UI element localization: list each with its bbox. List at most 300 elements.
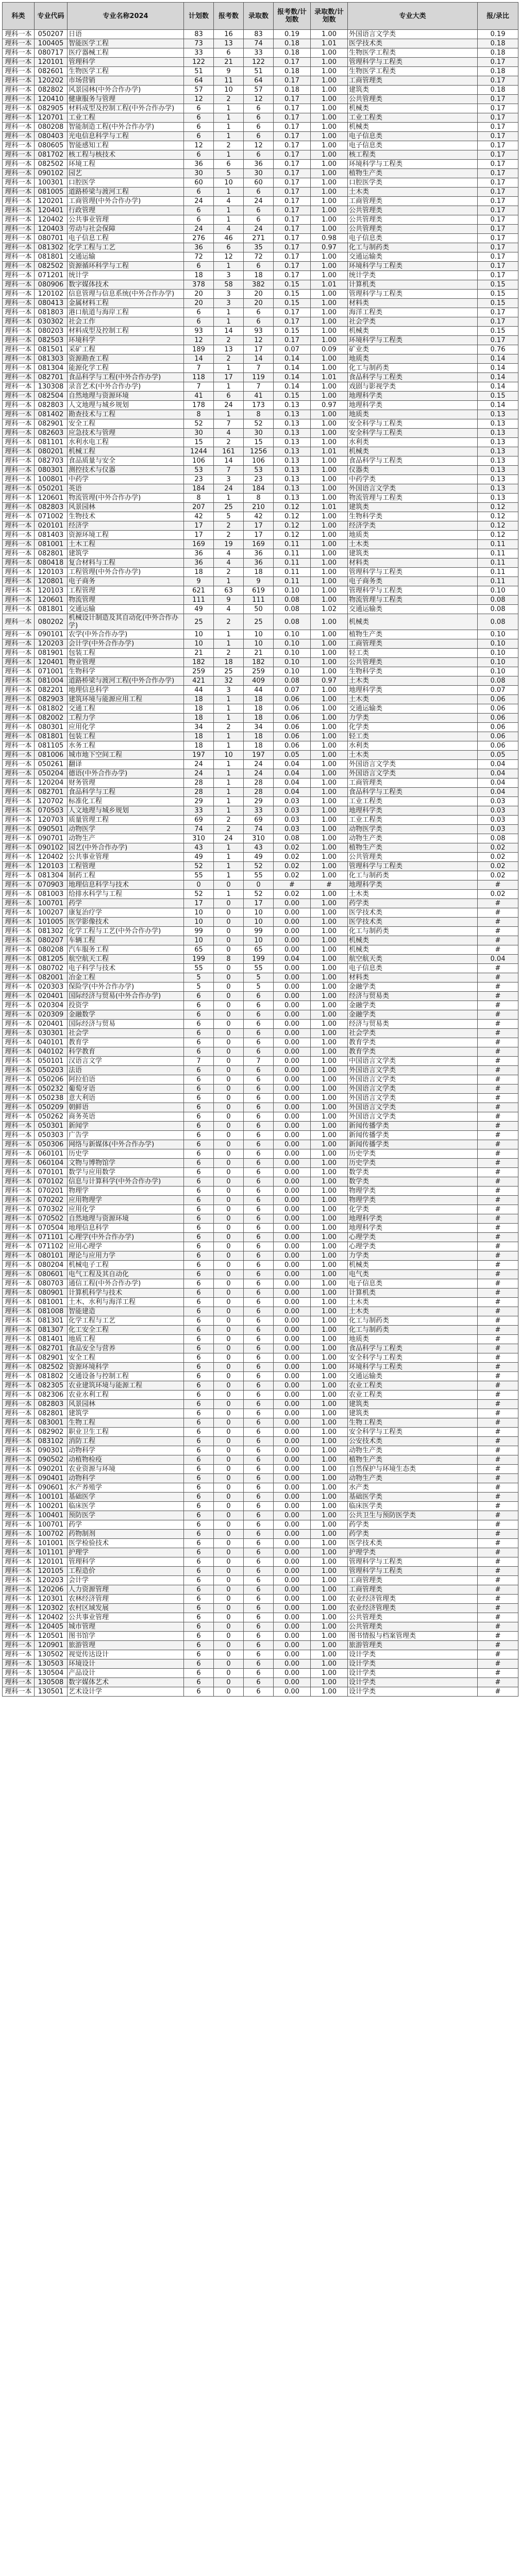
cell-app-adm-ratio: # bbox=[478, 1001, 518, 1010]
cell-category: 理科一本 bbox=[3, 512, 35, 521]
cell-discipline: 地理科学类 bbox=[348, 880, 478, 890]
cell-admitted: 6 bbox=[244, 1530, 274, 1539]
cell-discipline: 食品科学与工程类 bbox=[348, 1344, 478, 1353]
cell-admitted-ratio: 1.00 bbox=[311, 1493, 348, 1502]
cell-code: 050306 bbox=[35, 1140, 68, 1149]
cell-applied: 1 bbox=[214, 760, 244, 769]
table-row bbox=[3, 1465, 518, 1474]
cell-major: 园艺(中外合作办学) bbox=[68, 843, 184, 853]
cell-applied-ratio: 0.06 bbox=[274, 695, 311, 704]
cell-major: 汽车服务工程 bbox=[68, 945, 184, 955]
cell-admitted-ratio: 1.00 bbox=[311, 1140, 348, 1149]
cell-code: 050101 bbox=[35, 1057, 68, 1066]
cell-major: 视觉传达设计 bbox=[68, 1650, 184, 1659]
table-row bbox=[3, 816, 518, 825]
cell-category: 理科一本 bbox=[3, 1196, 35, 1205]
cell-admitted-ratio: 1.00 bbox=[311, 614, 348, 630]
cell-admitted-ratio: 1.00 bbox=[311, 1122, 348, 1131]
cell-admitted: 6 bbox=[244, 1084, 274, 1094]
cell-plan: 42 bbox=[184, 512, 214, 521]
cell-code: 050209 bbox=[35, 1103, 68, 1112]
cell-discipline: 动物生产类 bbox=[348, 1446, 478, 1455]
admissions-table bbox=[2, 2, 518, 1697]
cell-major: 农学(中外合作办学) bbox=[68, 630, 184, 639]
cell-applied-ratio: 0.17 bbox=[274, 243, 311, 252]
cell-major: 资源循环科学与工程 bbox=[68, 262, 184, 271]
cell-admitted: 50 bbox=[244, 605, 274, 614]
table-row bbox=[3, 1149, 518, 1159]
cell-plan: 33 bbox=[184, 806, 214, 816]
cell-admitted: 197 bbox=[244, 751, 274, 760]
cell-app-adm-ratio: 0.11 bbox=[478, 558, 518, 568]
cell-applied-ratio: 0.00 bbox=[274, 1418, 311, 1428]
cell-category: 理科一本 bbox=[3, 797, 35, 806]
cell-admitted: 6 bbox=[244, 1122, 274, 1131]
cell-category: 理科一本 bbox=[3, 1010, 35, 1020]
cell-applied: 0 bbox=[214, 945, 244, 955]
cell-admitted: 5 bbox=[244, 982, 274, 992]
cell-admitted: 6 bbox=[244, 1687, 274, 1697]
cell-applied-ratio: 0.07 bbox=[274, 686, 311, 695]
cell-applied: 0 bbox=[214, 1557, 244, 1567]
cell-code: 081003 bbox=[35, 890, 68, 899]
cell-admitted: 18 bbox=[244, 714, 274, 723]
cell-admitted-ratio: 1.00 bbox=[311, 1409, 348, 1418]
cell-applied: 11 bbox=[214, 76, 244, 86]
cell-admitted-ratio: 1.00 bbox=[311, 48, 348, 58]
cell-major: 行政管理 bbox=[68, 206, 184, 215]
cell-discipline: 新闻传播学类 bbox=[348, 1131, 478, 1140]
cell-admitted: 6 bbox=[244, 123, 274, 132]
cell-category: 理科一本 bbox=[3, 39, 35, 48]
cell-admitted: 6 bbox=[244, 1103, 274, 1112]
cell-category: 理科一本 bbox=[3, 494, 35, 503]
table-row bbox=[3, 178, 518, 188]
col-header-code[interactable]: 专业代码 bbox=[35, 3, 68, 30]
cell-category: 理科一本 bbox=[3, 317, 35, 327]
cell-admitted: 6 bbox=[244, 1567, 274, 1576]
cell-applied: 1 bbox=[214, 806, 244, 816]
cell-admitted-ratio: 1.00 bbox=[311, 188, 348, 197]
cell-admitted-ratio: 1.00 bbox=[311, 649, 348, 658]
table-row bbox=[3, 1131, 518, 1140]
cell-admitted-ratio: 1.00 bbox=[311, 1020, 348, 1029]
cell-code: 082603 bbox=[35, 429, 68, 438]
cell-admitted: 9 bbox=[244, 577, 274, 586]
cell-applied-ratio: 0.15 bbox=[274, 392, 311, 401]
cell-major: 采矿工程 bbox=[68, 345, 184, 354]
table-row bbox=[3, 1205, 518, 1214]
cell-discipline: 外国语言文学类 bbox=[348, 1103, 478, 1112]
cell-applied-ratio: 0.00 bbox=[274, 1187, 311, 1196]
cell-major: 电子科学与技术 bbox=[68, 964, 184, 973]
cell-admitted-ratio: 1.00 bbox=[311, 1585, 348, 1595]
cell-app-adm-ratio: # bbox=[478, 992, 518, 1001]
cell-major: 食品质量与安全 bbox=[68, 456, 184, 466]
cell-admitted-ratio: 1.00 bbox=[311, 317, 348, 327]
cell-discipline: 工业工程类 bbox=[348, 816, 478, 825]
cell-category: 理科一本 bbox=[3, 252, 35, 262]
table-row bbox=[3, 1326, 518, 1335]
cell-app-adm-ratio: # bbox=[478, 1687, 518, 1697]
cell-app-adm-ratio: 0.13 bbox=[478, 410, 518, 419]
cell-plan: 6 bbox=[184, 992, 214, 1001]
col-header-category[interactable]: 科类 bbox=[3, 3, 35, 30]
cell-major: 生物工程 bbox=[68, 1418, 184, 1428]
cell-category: 理科一本 bbox=[3, 1112, 35, 1122]
cell-major: 临床医学 bbox=[68, 1502, 184, 1511]
cell-app-adm-ratio: # bbox=[478, 1038, 518, 1047]
cell-plan: 8 bbox=[184, 410, 214, 419]
cell-applied: 2 bbox=[214, 825, 244, 834]
table-row bbox=[3, 1289, 518, 1298]
cell-admitted-ratio: 1.00 bbox=[311, 1400, 348, 1409]
cell-admitted-ratio: 1.00 bbox=[311, 1539, 348, 1548]
cell-applied-ratio: 0.17 bbox=[274, 76, 311, 86]
cell-applied-ratio: 0.14 bbox=[274, 382, 311, 392]
cell-category: 理科一本 bbox=[3, 568, 35, 577]
cell-category: 理科一本 bbox=[3, 927, 35, 936]
table-row bbox=[3, 704, 518, 714]
cell-app-adm-ratio: 0.02 bbox=[478, 862, 518, 871]
col-header-admitted-ratio[interactable]: 录取数/计划数 bbox=[311, 3, 348, 30]
cell-admitted-ratio: 1.00 bbox=[311, 1177, 348, 1187]
cell-discipline: 外国语言文学类 bbox=[348, 1112, 478, 1122]
cell-major: 口腔医学 bbox=[68, 178, 184, 188]
cell-applied: 0 bbox=[214, 1233, 244, 1242]
cell-admitted: 53 bbox=[244, 466, 274, 475]
cell-app-adm-ratio: 0.10 bbox=[478, 586, 518, 596]
cell-app-adm-ratio: # bbox=[478, 1279, 518, 1289]
table-row bbox=[3, 1233, 518, 1242]
cell-plan: 6 bbox=[184, 1372, 214, 1381]
cell-code: 082305 bbox=[35, 1381, 68, 1391]
cell-category: 理科一本 bbox=[3, 1214, 35, 1224]
col-header-admitted[interactable]: 录取数 bbox=[244, 3, 274, 30]
cell-discipline: 动物医学类 bbox=[348, 825, 478, 834]
cell-admitted-ratio: 1.00 bbox=[311, 596, 348, 605]
cell-app-adm-ratio: # bbox=[478, 1641, 518, 1650]
cell-app-adm-ratio: # bbox=[478, 1057, 518, 1066]
col-header-applied[interactable]: 报考数 bbox=[214, 3, 244, 30]
table-row bbox=[3, 1595, 518, 1604]
cell-discipline: 土木类 bbox=[348, 890, 478, 899]
cell-discipline: 土木类 bbox=[348, 695, 478, 704]
cell-app-adm-ratio: # bbox=[478, 1511, 518, 1520]
cell-admitted-ratio: 1.00 bbox=[311, 1279, 348, 1289]
table-row bbox=[3, 862, 518, 871]
cell-admitted: 24 bbox=[244, 225, 274, 234]
cell-admitted: 6 bbox=[244, 1177, 274, 1187]
cell-code: 120204 bbox=[35, 778, 68, 788]
cell-code: 081304 bbox=[35, 871, 68, 880]
cell-applied-ratio: 0.13 bbox=[274, 438, 311, 447]
cell-category: 理科一本 bbox=[3, 639, 35, 649]
cell-app-adm-ratio: # bbox=[478, 899, 518, 908]
cell-discipline: 历史学类 bbox=[348, 1149, 478, 1159]
cell-discipline: 核工程类 bbox=[348, 150, 478, 160]
cell-code: 082901 bbox=[35, 1353, 68, 1363]
table-row bbox=[3, 271, 518, 280]
cell-applied-ratio: 0.18 bbox=[274, 86, 311, 95]
cell-app-adm-ratio: # bbox=[478, 1659, 518, 1669]
cell-code: 080301 bbox=[35, 723, 68, 732]
cell-major: 网络与新媒体(中外合作办学) bbox=[68, 1140, 184, 1149]
cell-discipline: 教育学类 bbox=[348, 1047, 478, 1057]
cell-category: 理科一本 bbox=[3, 992, 35, 1001]
cell-applied: 0 bbox=[214, 1214, 244, 1224]
cell-category: 理科一本 bbox=[3, 354, 35, 364]
cell-applied: 2 bbox=[214, 521, 244, 531]
table-row bbox=[3, 1270, 518, 1279]
cell-code: 080208 bbox=[35, 123, 68, 132]
cell-applied: 0 bbox=[214, 1251, 244, 1261]
cell-discipline: 土木类 bbox=[348, 1298, 478, 1307]
table-row bbox=[3, 806, 518, 816]
cell-code: 101001 bbox=[35, 1539, 68, 1548]
cell-admitted-ratio: 1.00 bbox=[311, 955, 348, 964]
cell-admitted: 12 bbox=[244, 336, 274, 345]
cell-plan: 6 bbox=[184, 262, 214, 271]
table-row bbox=[3, 1474, 518, 1483]
cell-category: 理科一本 bbox=[3, 1020, 35, 1029]
cell-category: 理科一本 bbox=[3, 521, 35, 531]
cell-admitted: 6 bbox=[244, 132, 274, 141]
cell-applied-ratio: 0.00 bbox=[274, 1122, 311, 1131]
cell-applied: 4 bbox=[214, 197, 244, 206]
cell-app-adm-ratio: # bbox=[478, 1298, 518, 1307]
cell-category: 理科一本 bbox=[3, 540, 35, 549]
cell-plan: 6 bbox=[184, 1103, 214, 1112]
cell-applied: 4 bbox=[214, 558, 244, 568]
cell-app-adm-ratio: 0.17 bbox=[478, 160, 518, 169]
cell-applied: 0 bbox=[214, 1409, 244, 1418]
cell-admitted: 0 bbox=[244, 880, 274, 890]
cell-code: 060101 bbox=[35, 1149, 68, 1159]
cell-app-adm-ratio: 0.17 bbox=[478, 95, 518, 104]
cell-code: 083001 bbox=[35, 1418, 68, 1428]
cell-admitted-ratio: 1.00 bbox=[311, 797, 348, 806]
table-row bbox=[3, 741, 518, 751]
cell-applied-ratio: 0.00 bbox=[274, 1391, 311, 1400]
cell-discipline: 建筑类 bbox=[348, 503, 478, 512]
cell-category: 理科一本 bbox=[3, 723, 35, 732]
cell-code: 120501 bbox=[35, 1632, 68, 1641]
cell-applied: 0 bbox=[214, 992, 244, 1001]
cell-admitted-ratio: 1.00 bbox=[311, 1084, 348, 1094]
cell-applied-ratio: 0.11 bbox=[274, 568, 311, 577]
cell-discipline: 医学技术类 bbox=[348, 908, 478, 918]
cell-code: 080201 bbox=[35, 447, 68, 456]
cell-app-adm-ratio: # bbox=[478, 1335, 518, 1344]
cell-applied: 3 bbox=[214, 686, 244, 695]
cell-category: 理科一本 bbox=[3, 280, 35, 290]
cell-applied: 7 bbox=[214, 419, 244, 429]
cell-discipline: 材料类 bbox=[348, 973, 478, 982]
table-row bbox=[3, 123, 518, 132]
cell-major: 电子商务 bbox=[68, 577, 184, 586]
cell-applied-ratio: 0.00 bbox=[274, 1613, 311, 1622]
cell-app-adm-ratio: 0.19 bbox=[478, 30, 518, 39]
cell-admitted-ratio: 1.00 bbox=[311, 1418, 348, 1428]
cell-major: 给排水科学与工程 bbox=[68, 890, 184, 899]
table-row bbox=[3, 1020, 518, 1029]
table-row bbox=[3, 1409, 518, 1418]
cell-plan: 34 bbox=[184, 723, 214, 732]
table-row bbox=[3, 392, 518, 401]
cell-code: 120403 bbox=[35, 225, 68, 234]
cell-applied: 1 bbox=[214, 308, 244, 317]
cell-applied: 1 bbox=[214, 862, 244, 871]
cell-plan: 8 bbox=[184, 494, 214, 503]
cell-discipline: 地质类 bbox=[348, 410, 478, 419]
cell-applied: 0 bbox=[214, 1149, 244, 1159]
cell-applied-ratio: 0.00 bbox=[274, 1604, 311, 1613]
cell-category: 理科一本 bbox=[3, 1428, 35, 1437]
cell-category: 理科一本 bbox=[3, 1474, 35, 1483]
cell-category: 理科一本 bbox=[3, 658, 35, 667]
cell-admitted: 1256 bbox=[244, 447, 274, 456]
cell-admitted-ratio: 1.00 bbox=[311, 1567, 348, 1576]
cell-applied-ratio: 0.00 bbox=[274, 1446, 311, 1455]
cell-major: 人力资源管理 bbox=[68, 1585, 184, 1595]
cell-applied-ratio: 0.17 bbox=[274, 308, 311, 317]
cell-app-adm-ratio: 0.10 bbox=[478, 667, 518, 676]
cell-plan: 6 bbox=[184, 1335, 214, 1344]
cell-major: 英语 bbox=[68, 484, 184, 494]
cell-applied-ratio: 0.08 bbox=[274, 614, 311, 630]
cell-applied: 0 bbox=[214, 1567, 244, 1576]
cell-category: 理科一本 bbox=[3, 760, 35, 769]
col-header-major[interactable]: 专业名称2024 bbox=[68, 3, 184, 30]
table-row bbox=[3, 1094, 518, 1103]
cell-plan: 51 bbox=[184, 67, 214, 76]
cell-applied-ratio: 0.00 bbox=[274, 1428, 311, 1437]
cell-applied-ratio: 0.00 bbox=[274, 1326, 311, 1335]
cell-category: 理科一本 bbox=[3, 447, 35, 456]
cell-admitted: 6 bbox=[244, 1344, 274, 1353]
cell-admitted-ratio: 1.00 bbox=[311, 1233, 348, 1242]
cell-plan: 24 bbox=[184, 197, 214, 206]
cell-major: 应用物理学 bbox=[68, 1196, 184, 1205]
col-header-app-adm-ratio[interactable]: 报/录比 bbox=[478, 3, 518, 30]
cell-app-adm-ratio: # bbox=[478, 1196, 518, 1205]
table-row bbox=[3, 1168, 518, 1177]
cell-plan: 6 bbox=[184, 1613, 214, 1622]
cell-app-adm-ratio: # bbox=[478, 964, 518, 973]
table-row bbox=[3, 714, 518, 723]
cell-admitted: 36 bbox=[244, 160, 274, 169]
table-row bbox=[3, 503, 518, 512]
cell-applied: 0 bbox=[214, 1353, 244, 1363]
cell-app-adm-ratio: # bbox=[478, 1261, 518, 1270]
cell-applied-ratio: 0.11 bbox=[274, 540, 311, 549]
cell-plan: 178 bbox=[184, 401, 214, 410]
cell-admitted-ratio: 1.00 bbox=[311, 1428, 348, 1437]
cell-admitted: 6 bbox=[244, 1261, 274, 1270]
cell-code: 081302 bbox=[35, 243, 68, 252]
cell-app-adm-ratio: 0.12 bbox=[478, 531, 518, 540]
cell-category: 理科一本 bbox=[3, 982, 35, 992]
cell-plan: 10 bbox=[184, 918, 214, 927]
cell-discipline: 旅游管理类 bbox=[348, 1641, 478, 1650]
cell-applied-ratio: 0.18 bbox=[274, 67, 311, 76]
cell-plan: 55 bbox=[184, 871, 214, 880]
cell-app-adm-ratio: 0.17 bbox=[478, 271, 518, 280]
cell-applied-ratio: 0.11 bbox=[274, 577, 311, 586]
cell-applied-ratio: 0.14 bbox=[274, 354, 311, 364]
cell-applied-ratio: 0.04 bbox=[274, 760, 311, 769]
col-header-applied-ratio[interactable]: 报考数/计划数 bbox=[274, 3, 311, 30]
cell-plan: 6 bbox=[184, 215, 214, 225]
cell-major: 葡萄牙语 bbox=[68, 1084, 184, 1094]
cell-applied-ratio: 0.13 bbox=[274, 484, 311, 494]
cell-admitted: 6 bbox=[244, 1233, 274, 1242]
cell-code: 082306 bbox=[35, 1391, 68, 1400]
cell-plan: 6 bbox=[184, 1279, 214, 1289]
cell-app-adm-ratio: # bbox=[478, 1140, 518, 1149]
cell-admitted: 24 bbox=[244, 197, 274, 206]
cell-major: 复合材料与工程 bbox=[68, 558, 184, 568]
cell-admitted: 6 bbox=[244, 1548, 274, 1557]
cell-code: 020304 bbox=[35, 1001, 68, 1010]
col-header-plan[interactable]: 计划数 bbox=[184, 3, 214, 30]
cell-admitted: 29 bbox=[244, 797, 274, 806]
table-row bbox=[3, 1446, 518, 1455]
cell-discipline: 建筑类 bbox=[348, 86, 478, 95]
cell-category: 理科一本 bbox=[3, 816, 35, 825]
cell-category: 理科一本 bbox=[3, 466, 35, 475]
cell-admitted: 7 bbox=[244, 382, 274, 392]
cell-applied-ratio: 0.00 bbox=[274, 1159, 311, 1168]
cell-applied-ratio: 0.00 bbox=[274, 1650, 311, 1659]
col-header-discipline[interactable]: 专业大类 bbox=[348, 3, 478, 30]
cell-major: 日语 bbox=[68, 30, 184, 39]
table-row bbox=[3, 1298, 518, 1307]
cell-applied: 0 bbox=[214, 1400, 244, 1409]
cell-app-adm-ratio: # bbox=[478, 908, 518, 918]
cell-category: 理科一本 bbox=[3, 262, 35, 271]
cell-discipline: 药学类 bbox=[348, 899, 478, 908]
cell-applied: 1 bbox=[214, 797, 244, 806]
cell-applied: 58 bbox=[214, 280, 244, 290]
cell-admitted-ratio: 1.00 bbox=[311, 1270, 348, 1279]
cell-applied: 0 bbox=[214, 1613, 244, 1622]
cell-app-adm-ratio: 0.17 bbox=[478, 150, 518, 160]
table-row bbox=[3, 825, 518, 834]
cell-category: 理科一本 bbox=[3, 1140, 35, 1149]
cell-code: 120702 bbox=[35, 797, 68, 806]
cell-admitted-ratio: 1.00 bbox=[311, 494, 348, 503]
cell-applied: 46 bbox=[214, 234, 244, 243]
cell-admitted-ratio: 1.00 bbox=[311, 1075, 348, 1084]
cell-code: 120202 bbox=[35, 76, 68, 86]
cell-category: 理科一本 bbox=[3, 1622, 35, 1632]
cell-admitted: 6 bbox=[244, 1585, 274, 1595]
cell-admitted: 6 bbox=[244, 1363, 274, 1372]
cell-admitted: 6 bbox=[244, 1604, 274, 1613]
cell-category: 理科一本 bbox=[3, 1307, 35, 1316]
cell-admitted-ratio: 1.00 bbox=[311, 558, 348, 568]
cell-code: 081802 bbox=[35, 1372, 68, 1381]
cell-applied: 0 bbox=[214, 1502, 244, 1511]
cell-major: 智能医学工程 bbox=[68, 39, 184, 48]
cell-admitted-ratio: 1.00 bbox=[311, 1010, 348, 1020]
cell-admitted: 44 bbox=[244, 686, 274, 695]
cell-admitted: 6 bbox=[244, 1428, 274, 1437]
cell-applied-ratio: 0.05 bbox=[274, 751, 311, 760]
cell-applied: 17 bbox=[214, 373, 244, 382]
